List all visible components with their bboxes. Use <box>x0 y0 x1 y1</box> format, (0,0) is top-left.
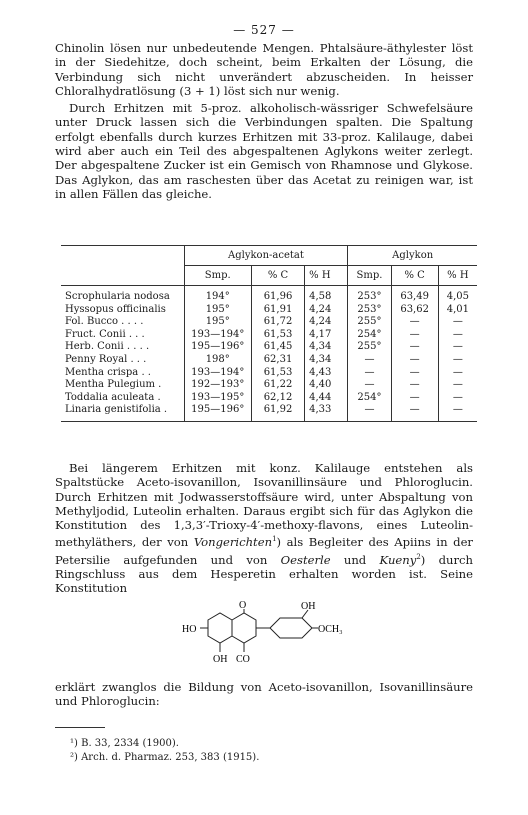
formula-oh-top: OH <box>301 601 316 612</box>
col-smp-2: Smp. <box>348 266 391 286</box>
cell-plant: Linaria genistifolia . <box>65 404 168 416</box>
cell-smp-aglykon: 255° <box>348 316 391 329</box>
cell-smp: 192—193° <box>184 379 251 392</box>
table-row <box>61 286 477 304</box>
table-row <box>61 367 477 380</box>
cell-smp-aglykon: — <box>348 379 391 392</box>
analysis-table <box>61 245 477 422</box>
col-smp: Smp. <box>184 266 251 286</box>
table-row <box>61 379 477 392</box>
cell-h: 4,43 <box>305 367 348 380</box>
cell-smp: 195° <box>184 316 251 329</box>
cell-plant: Toddalia aculeata . <box>65 391 161 403</box>
table-row <box>61 404 477 421</box>
formula-oh-bottom: OH <box>213 654 228 665</box>
text-part: ) als Begleiter des Apiins in der Petersilie aufgefunden und von <box>55 535 473 567</box>
cell-plant: Mentha Pulegium . <box>65 379 162 391</box>
cell-h-aglykon: — <box>438 392 477 405</box>
cell-h-aglykon: — <box>438 316 477 329</box>
cell-plant: Mentha crispa . . <box>65 366 151 378</box>
cell-c-aglykon: — <box>391 392 438 405</box>
cell-c: 61,22 <box>251 379 304 392</box>
footnote-2: ²) Arch. d. Pharmaz. 253, 383 (1915). <box>70 752 260 763</box>
cell-h-aglykon: — <box>438 367 477 380</box>
cell-smp-aglykon: — <box>348 367 391 380</box>
cell-c-aglykon: 63,62 <box>391 304 438 317</box>
cell-c: 61,96 <box>251 286 304 304</box>
formula-o: O <box>239 600 247 611</box>
ring-b <box>270 618 312 638</box>
structural-formula <box>160 600 380 670</box>
col-h: % H <box>305 266 348 286</box>
cell-c: 62,31 <box>251 354 304 367</box>
cell-plant: Herb. Conii . . . . <box>65 341 150 353</box>
cell-c: 62,12 <box>251 392 304 405</box>
table-row <box>61 304 477 317</box>
footnote-ref: 1 <box>272 535 277 544</box>
cell-h-aglykon: — <box>438 379 477 392</box>
paragraph-conclusion <box>55 680 473 709</box>
formula-co: CO <box>236 654 250 665</box>
table-group-header <box>61 246 477 266</box>
cell-h: 4,58 <box>305 286 348 304</box>
cell-h-aglykon: — <box>438 341 477 354</box>
table-row <box>61 316 477 329</box>
cell-h: 4,17 <box>305 329 348 342</box>
col-h-2: % H <box>438 266 477 286</box>
cell-smp-aglykon: — <box>348 354 391 367</box>
cell-h-aglykon: 4,01 <box>438 304 477 317</box>
ring-a <box>208 613 232 643</box>
cell-smp-aglykon: 253° <box>348 286 391 304</box>
footnote-rule <box>55 727 105 728</box>
cell-smp-aglykon: 255° <box>348 341 391 354</box>
cell-smp: 194° <box>184 286 251 304</box>
cell-c-aglykon: — <box>391 404 438 421</box>
author-vongerichten: Vongerichten <box>193 535 273 550</box>
cell-h: 4,34 <box>305 341 348 354</box>
cell-c: 61,45 <box>251 341 304 354</box>
cell-smp-aglykon: — <box>348 404 391 421</box>
cell-smp: 198° <box>184 354 251 367</box>
cell-h-aglykon: — <box>438 354 477 367</box>
cell-smp-aglykon: 254° <box>348 329 391 342</box>
cell-h-aglykon: 4,05 <box>438 286 477 304</box>
cell-smp: 193—194° <box>184 329 251 342</box>
cell-h: 4,33 <box>305 404 348 421</box>
page-number: — 527 — <box>233 23 295 37</box>
cell-plant: Fruct. Conii . . . <box>65 328 145 340</box>
table-row <box>61 341 477 354</box>
cell-c-aglykon: — <box>391 367 438 380</box>
paragraph-conclusion-text: erklärt zwanglos die Bildung von Aceto-isovanillon, Isovanillinsäure und Phloroglucin: <box>55 680 473 709</box>
cell-smp: 195—196° <box>184 404 251 421</box>
cell-c-aglykon: — <box>391 379 438 392</box>
cell-smp: 195° <box>184 304 251 317</box>
cell-smp: 195—196° <box>184 341 251 354</box>
col-c-2: % C <box>391 266 438 286</box>
paragraph-constitution <box>55 461 473 595</box>
footnote-1: ¹) B. 33, 2334 (1900). <box>70 738 179 749</box>
cell-smp-aglykon: 253° <box>348 304 391 317</box>
cell-c: 61,91 <box>251 304 304 317</box>
table-row <box>61 329 477 342</box>
formula-diagram <box>160 600 380 670</box>
formula-och3: OCH₃ <box>318 624 343 635</box>
cell-h: 4,24 <box>305 316 348 329</box>
ring-c <box>232 613 256 643</box>
cell-h: 4,24 <box>305 304 348 317</box>
cell-h: 4,34 <box>305 354 348 367</box>
cell-plant: Penny Royal . . . <box>65 353 147 365</box>
cell-plant: Hyssopus officinalis <box>65 303 166 315</box>
cell-c: 61,92 <box>251 404 304 421</box>
group-aglykon-acetat: Aglykon-acetat <box>184 246 348 266</box>
cell-c-aglykon: — <box>391 316 438 329</box>
cell-c: 61,72 <box>251 316 304 329</box>
footnote-ref: 2 <box>416 552 421 561</box>
group-aglykon: Aglykon <box>348 246 477 266</box>
text-part: ) durch Ringschluss aus dem Hesperetin erhalten worden ist. Seine Konstitution <box>55 552 473 596</box>
author-kueny: Kueny <box>379 552 417 567</box>
table-column-header <box>61 266 477 286</box>
cell-h: 4,44 <box>305 392 348 405</box>
cell-c-aglykon: 63,49 <box>391 286 438 304</box>
paragraph-solubility: Chinolin lösen nur unbedeutende Mengen. Phtalsäure-äthylester löst in der Siedehitze, doch scheint, beim Erkalten der Lösung, die Verbindung sich nicht unverändert abzuscheiden. In heisser Chloralhydratlösung (3 + 1) löst sich nur wenig. <box>55 41 473 98</box>
text-part: Bei längerem Erhitzen mit konz. Kalilauge entstehen als Spaltstücke Aceto-isovanillon, Isovanillinsäure und Phloroglucin. Durch Erhitzen mit Jodwasserstoffsäure wird, unter Abspaltung von Methyljodid, Luteolin erhalten. Daraus ergibt sich für das Aglykon die Konstitution des 1,3,3′-Trioxy-4′-methoxy-flavons, eines Luteolin-methyläthers, der von <box>55 461 473 550</box>
cell-c-aglykon: — <box>391 354 438 367</box>
col-c: % C <box>251 266 304 286</box>
cell-c-aglykon: — <box>391 329 438 342</box>
paragraph-cleavage: Durch Erhitzen mit 5-proz. alkoholisch-wässriger Schwefelsäure unter Druck lassen sich die Verbindungen spalten. Die Spaltung erfolgt ebenfalls durch kurzes Erhitzen mit 33-proz. Kalilauge, dabei wird aber auch ein Teil des abgespaltenen Aglykons weiter zerlegt. Der abgespaltene Zucker ist ein Gemisch von Rhamnose und Glykose. Das Aglykon, das am raschesten über das Acetat zu reinigen war, ist in allen Fällen das gleiche. <box>55 101 473 201</box>
cell-h: 4,40 <box>305 379 348 392</box>
cell-smp: 193—194° <box>184 367 251 380</box>
table-row <box>61 354 477 367</box>
cell-smp-aglykon: 254° <box>348 392 391 405</box>
cell-c: 61,53 <box>251 367 304 380</box>
cell-smp: 193—195° <box>184 392 251 405</box>
page-body <box>55 0 473 201</box>
cell-plant: Fol. Bucco . . . . <box>65 316 144 328</box>
cell-h-aglykon: — <box>438 404 477 421</box>
table-row <box>61 392 477 405</box>
cell-c: 61,53 <box>251 329 304 342</box>
formula-ho: HO <box>182 624 197 635</box>
author-oesterle: Oesterle <box>280 552 331 567</box>
cell-h-aglykon: — <box>438 329 477 342</box>
cell-c-aglykon: — <box>391 341 438 354</box>
cell-plant: Scrophularia nodosa <box>65 291 170 302</box>
text-part: und <box>330 552 380 567</box>
